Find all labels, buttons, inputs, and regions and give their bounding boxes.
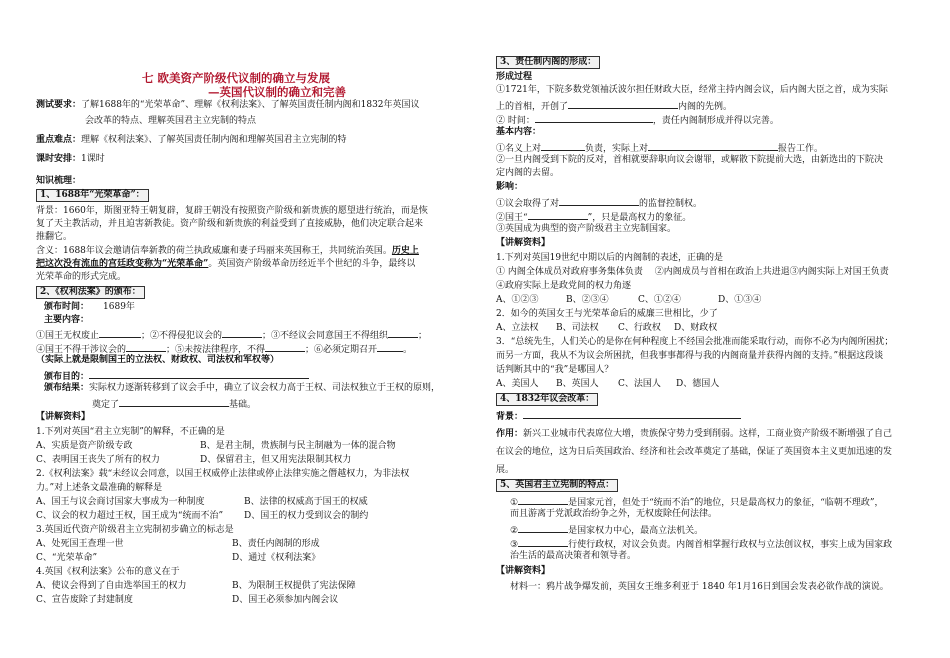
s2-summary: （实际上就是限制国王的立法权、财政权、司法权和军权等） [36, 355, 280, 365]
s3-process-1: ①1721年，下院多数党领袖沃波尔担任财政大臣，经常主持内阁会议，后内阁大臣之首，成为实际 [496, 85, 888, 95]
test-requirements-cont: 会改革的特点、理解英国君主立宪制的特点 [85, 116, 257, 126]
blank [126, 341, 166, 352]
q2-left: 2.《权利法案》载“未经议会同意，以国王权威停止法律或停止法律实施之僭越权力，为非法权 [36, 469, 410, 479]
blank [222, 327, 262, 338]
section-header-bill-of-rights: 2、《权利法案》的颁布： [36, 286, 145, 299]
section-header-glorious-revolution: 1、1688年“光荣革命”： [36, 189, 149, 202]
s4-effect: 作用：新兴工业城市代表席位大增，贵族保守势力受到削弱。这样，工商业资产阶级不断增强了自己 [496, 429, 893, 439]
blank [559, 195, 639, 206]
blank [648, 140, 778, 151]
s1-meaning: 含义：1688年议会邀请信奉新教的荷兰执政威廉和妻子玛丽来英国称王，共同统治英国。历史上 [36, 246, 419, 256]
blank [518, 536, 568, 547]
s3-impact-label: 影响： [496, 182, 524, 192]
q2-right: 2．如今的英国女王与光荣革命后的威廉三世相比，少了 [496, 309, 718, 319]
s2-purpose: 颁布目的： [36, 368, 462, 384]
blank [89, 368, 309, 379]
section-header-features: 5、英国君主立宪制的特点： [496, 479, 618, 492]
blank [568, 98, 678, 109]
practice-label-right: 【讲解资料】 [496, 238, 551, 248]
schedule: 课时安排：1课时 [36, 154, 105, 164]
s2-content-line2: ④国王不得干涉议会的 ；⑤未按法律程序，不得 ；⑥必须定期召开 。 [36, 341, 454, 357]
page-subtitle: —英国代议制的确立和完善 [208, 85, 346, 99]
s3-process-label: 形成过程 [496, 72, 533, 82]
q1-right: 1.下列对英国19世纪中期以后的内阁制的表述，正确的是 [496, 253, 724, 263]
s3-basic-label: 基本内容： [496, 127, 542, 137]
q3-right: 3．“总统先生，人们关心的是你在何种程度上不经国会批准而能采取行动，而你不必为内阁所困扰； [496, 337, 894, 347]
blank [518, 522, 568, 533]
blank [377, 341, 403, 352]
page-title: 七 欧美资产阶级代议制的确立与发展 [142, 71, 331, 85]
blank [523, 408, 741, 419]
blank [518, 494, 568, 505]
s2-result: 颁布结果：实际权力逐渐转移到了议会手中，确立了议会权力高于王权、司法权独立于王权的原则， [44, 383, 441, 393]
blank [265, 341, 305, 352]
q3-left: 3.英国近代资产阶级君主立宪制初步确立的标志是 [36, 525, 234, 535]
s1-background: 背景：1660年，斯图亚特王朝复辟，复辟王朝没有按照资产阶级和新贵族的愿望进行统治，而是恢 [36, 206, 428, 216]
blank [535, 112, 653, 123]
knowledge-heading: 知识梳理： [36, 176, 82, 186]
q1-left: 1.下列对英国“君主立宪制”的解释，不正确的是 [36, 427, 225, 437]
s4-background: 背景： [496, 408, 916, 424]
key-points: 重点难点：理解《权利法案》、了解英国责任制内阁和理解英国君主立宪制的特 [36, 135, 347, 145]
q4-left: 4.英国《权利法案》公布的意义在于 [36, 567, 180, 577]
practice-label-right-2: 【讲解资料】 [496, 566, 551, 576]
s2-time: 颁布时间： 1689年 [44, 302, 135, 312]
s2-content-line1: ①国王无权废止 ；②不得侵犯议会的 ；③不经议会同意国王不得组织 ； [36, 327, 454, 343]
material-1: 材料一：鸦片战争爆发前，英国女王维多利亚于 1840 年1月16日到国会发表必欲作战的演说。 [510, 582, 889, 592]
test-requirements: 测试要求：了解1688年的“光荣革命”、理解《权利法案》、了解英国责任制内阁和1832年英国议 [36, 100, 420, 110]
blank [388, 327, 418, 338]
blank [528, 209, 588, 220]
section-header-cabinet: 3、责任制内阁的形成： [496, 56, 600, 69]
blank [99, 327, 141, 338]
section-header-reform-1832: 4、1832年议会改革： [496, 393, 598, 406]
s2-content-label: 主要内容： [44, 315, 90, 325]
blank [119, 396, 229, 407]
blank [541, 140, 585, 151]
practice-label-left: 【讲解资料】 [36, 412, 91, 422]
